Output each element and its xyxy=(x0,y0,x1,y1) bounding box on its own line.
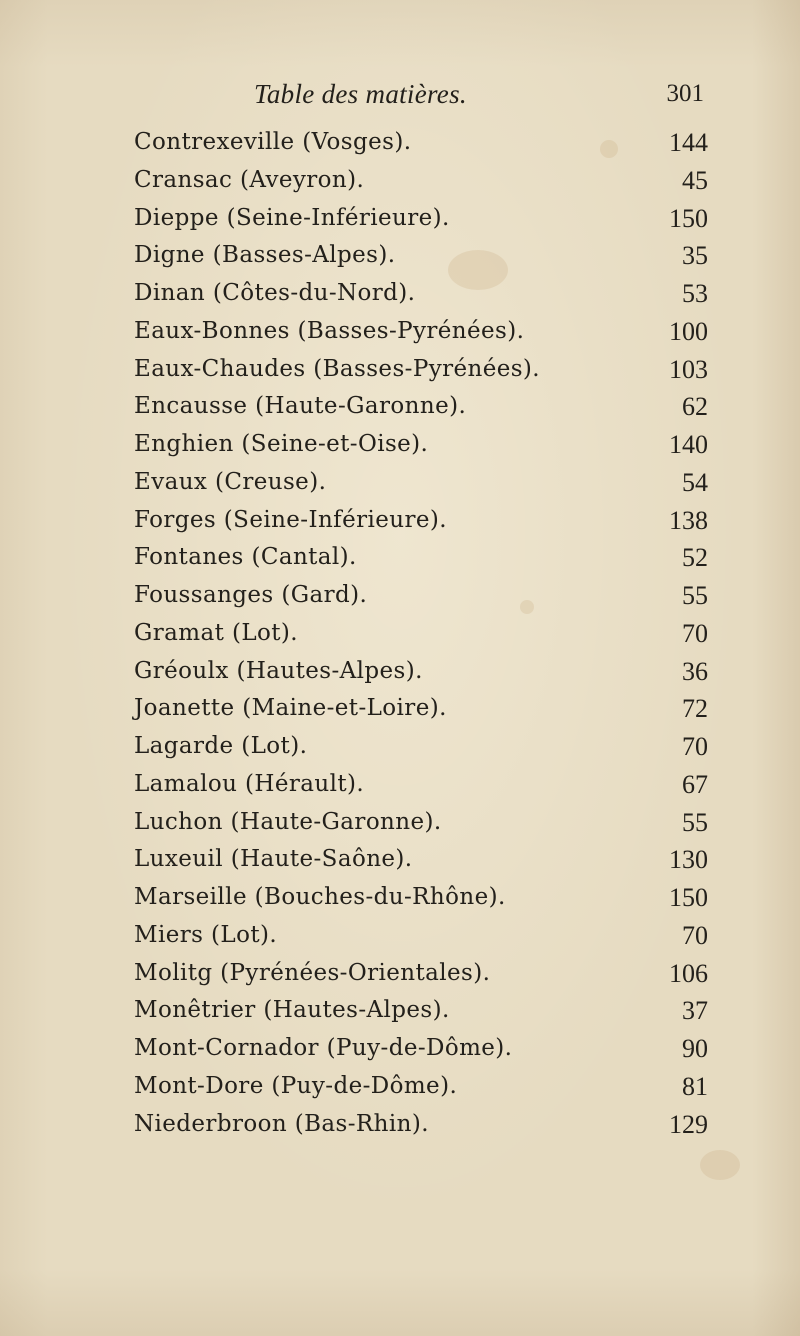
toc-entry-page: 67 xyxy=(682,769,708,799)
toc-entry-name: Joanette (Maine-et-Loire). xyxy=(134,695,447,722)
toc-entry-row xyxy=(134,879,708,917)
toc-entry-name: Cransac (Aveyron). xyxy=(134,166,365,193)
toc-entry-row xyxy=(134,351,708,389)
toc-entry-name: Eaux-Chaudes (Basses-Pyrénées). xyxy=(134,355,541,382)
toc-entry-name: Luxeuil (Haute-Saône). xyxy=(134,846,413,873)
toc-entry-name: Forges (Seine-Inférieure). xyxy=(134,506,447,533)
toc-entry-row xyxy=(134,275,708,313)
toc-entry-page: 52 xyxy=(682,543,708,573)
toc-entry-page: 35 xyxy=(682,241,708,271)
toc-entry-row xyxy=(134,502,708,540)
toc-entry-page: 55 xyxy=(682,581,708,610)
toc-entry-row xyxy=(134,237,708,275)
toc-entry-page: 37 xyxy=(682,996,708,1026)
page-number: 301 xyxy=(666,80,704,107)
toc-entry-page: 103 xyxy=(669,354,708,384)
toc-entry-page: 55 xyxy=(682,807,708,837)
paper-stain xyxy=(700,1150,740,1180)
toc-entry-page: 100 xyxy=(669,316,708,346)
toc-entry-page: 106 xyxy=(669,958,708,988)
toc-entry-name: Monêtrier (Hautes-Alpes). xyxy=(134,997,450,1024)
toc-entry-name: Marseille (Bouches-du-Rhône). xyxy=(134,884,506,910)
toc-entry-page: 62 xyxy=(682,392,708,422)
toc-entry-page: 70 xyxy=(682,920,708,950)
toc-entry-page: 72 xyxy=(682,694,708,724)
toc-entry-name: Gréoulx (Hautes-Alpes). xyxy=(134,657,423,684)
toc-entry-row xyxy=(134,1068,708,1106)
toc-entry-row xyxy=(134,313,708,351)
toc-entry-row xyxy=(134,388,708,426)
toc-entry-page: 150 xyxy=(669,203,708,233)
toc-entry-row xyxy=(134,955,708,993)
toc-entry-name: Dinan (Côtes-du-Nord). xyxy=(134,280,416,306)
toc-entry-row xyxy=(134,577,708,615)
toc-entry-name: Lagarde (Lot). xyxy=(134,733,308,759)
toc-entry-row xyxy=(134,124,708,162)
toc-entry-page: 70 xyxy=(682,732,708,761)
toc-entry-row xyxy=(134,841,708,879)
toc-entry-name: Luchon (Haute-Garonne). xyxy=(134,808,442,835)
toc-entry-name: Lamalou (Hérault). xyxy=(134,770,365,797)
toc-entry-row xyxy=(134,200,708,238)
toc-entry-page: 140 xyxy=(669,430,708,459)
toc-entry-page: 129 xyxy=(669,1109,708,1139)
toc-entry-page: 70 xyxy=(682,618,708,648)
toc-entry-name: Fontanes (Cantal). xyxy=(134,544,357,571)
toc-entry-row xyxy=(134,162,708,200)
toc-entry-page: 54 xyxy=(682,467,708,497)
toc-entry-row xyxy=(134,690,708,728)
toc-entry-name: Foussanges (Gard). xyxy=(134,582,368,608)
toc-entry-name: Miers (Lot). xyxy=(134,921,278,948)
toc-entry-name: Evaux (Creuse). xyxy=(134,468,327,495)
toc-entry-name: Mont-Cornador (Puy-de-Dôme). xyxy=(134,1035,513,1061)
toc-entry-row xyxy=(134,426,708,464)
toc-entry-name: Gramat (Lot). xyxy=(134,619,298,646)
toc-entry-page: 130 xyxy=(669,845,708,875)
toc-entry-row xyxy=(134,615,708,653)
toc-entry-name: Dieppe (Seine-Inférieure). xyxy=(134,204,450,231)
toc-entry-page: 45 xyxy=(682,165,708,195)
toc-entry-page: 90 xyxy=(682,1034,708,1063)
toc-entry-page: 36 xyxy=(682,656,708,686)
toc-entry-page: 81 xyxy=(682,1071,708,1101)
toc-entry-page: 138 xyxy=(669,505,708,535)
toc-entry-row xyxy=(134,539,708,577)
toc-entry-name: Niederbroon (Bas-Rhin). xyxy=(134,1110,429,1137)
toc-entry-name: Molitg (Pyrénées-Orientales). xyxy=(134,959,491,986)
page-title: Table des matières. xyxy=(254,79,467,109)
toc-entry-page: 150 xyxy=(669,883,708,912)
toc-entry-row xyxy=(134,464,708,502)
toc-entry-row xyxy=(134,766,708,804)
toc-entry-row xyxy=(134,804,708,842)
toc-entry-name: Encausse (Haute-Garonne). xyxy=(134,393,467,420)
toc-entry-row xyxy=(134,917,708,955)
toc-entry-page: 144 xyxy=(669,128,708,157)
toc-entry-row xyxy=(134,1030,708,1068)
toc-entry-name: Enghien (Seine-et-Oise). xyxy=(134,431,429,457)
toc-entry-row xyxy=(134,992,708,1030)
toc-entry-name: Eaux-Bonnes (Basses-Pyrénées). xyxy=(134,317,525,344)
toc-entry-row xyxy=(134,728,708,766)
toc-entry-row xyxy=(134,1106,708,1144)
toc-entry-row xyxy=(134,653,708,691)
toc-entry-name: Contrexeville (Vosges). xyxy=(134,129,412,155)
toc-entry-page: 53 xyxy=(682,279,708,308)
toc-entry-name: Mont-Dore (Puy-de-Dôme). xyxy=(134,1072,458,1099)
toc-entry-name: Digne (Basses-Alpes). xyxy=(134,242,396,269)
table-of-contents xyxy=(134,124,708,1143)
running-head xyxy=(0,72,800,116)
